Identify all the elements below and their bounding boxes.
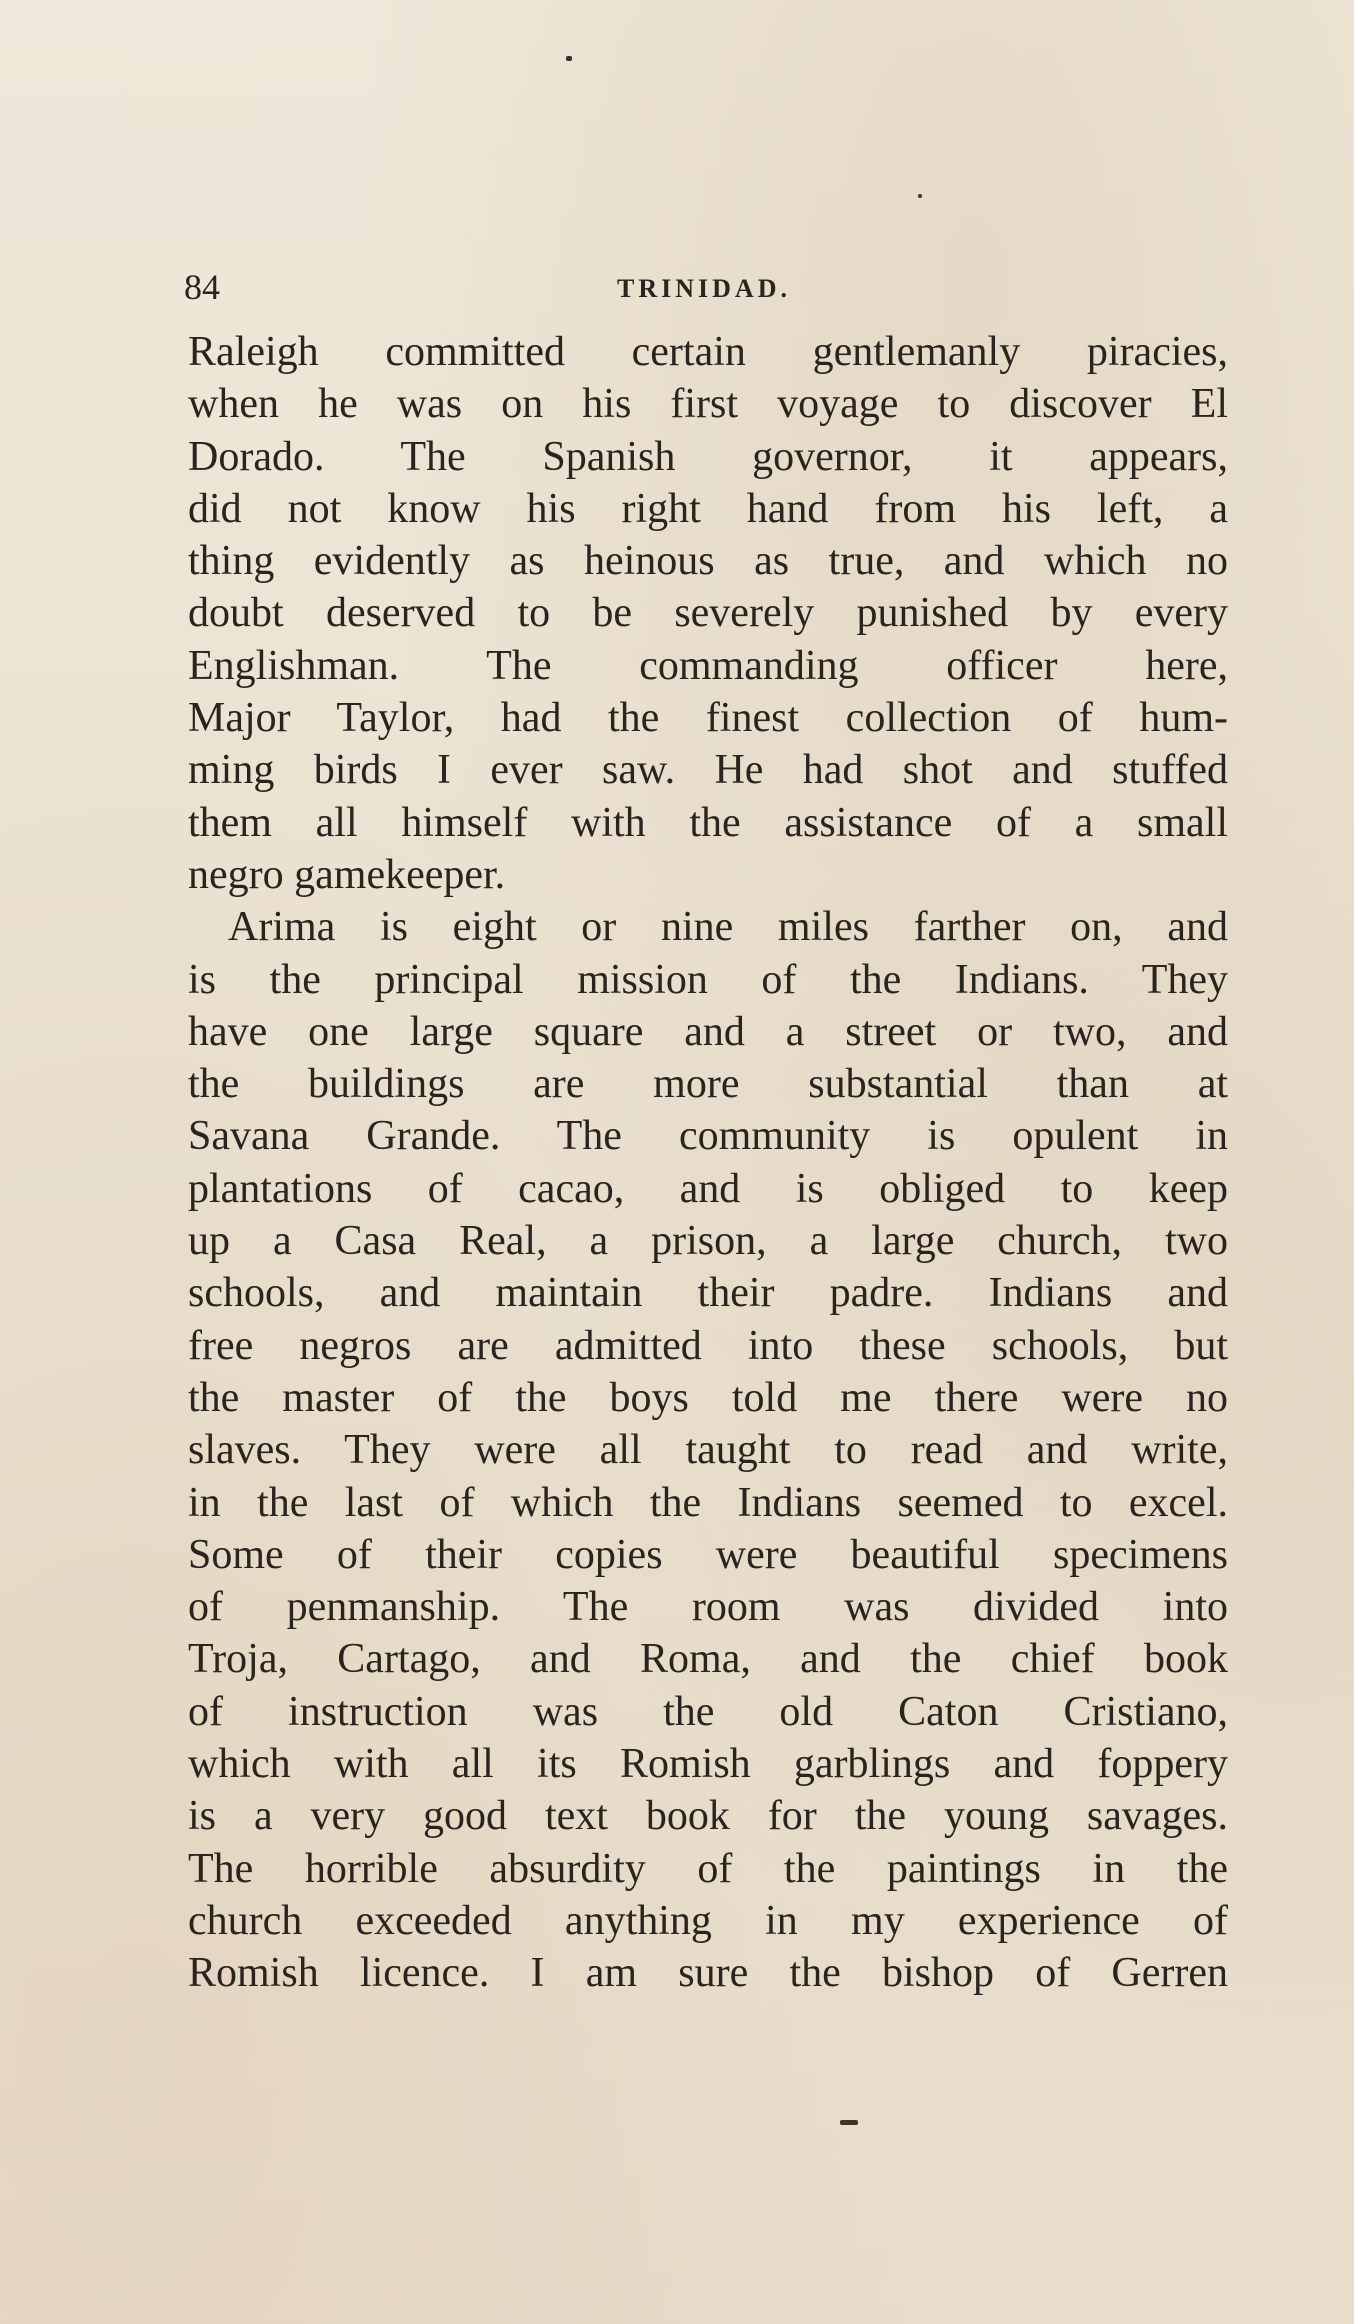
body-text (188, 326, 1228, 2000)
text-line: the buildings are more substantial than at (188, 1061, 1228, 1108)
text-line: Major Taylor, had the finest collection of hum- (188, 695, 1228, 742)
text-line: of instruction was the old Caton Cristiano, (188, 1688, 1228, 1735)
text-line: is a very good text book for the young savages. (188, 1793, 1228, 1840)
page-header (184, 262, 1224, 322)
text-line: them all himself with the assistance of a small (188, 799, 1228, 846)
text-line: which with all its Romish garblings and foppery (188, 1741, 1228, 1788)
text-line: when he was on his first voyage to discover El (188, 381, 1228, 428)
text-line: ming birds I ever saw. He had shot and stuffed (188, 747, 1228, 794)
text-line: doubt deserved to be severely punished by every (188, 590, 1228, 637)
text-line: of penmanship. The room was divided into (188, 1584, 1228, 1631)
text-line: free negros are admitted into these schools, but (188, 1322, 1228, 1369)
ink-speck (840, 2120, 858, 2125)
text-line: in the last of which the Indians seemed to excel. (188, 1479, 1228, 1526)
text-line: Arima is eight or nine miles farther on, and (228, 904, 1228, 951)
text-line: Romish licence. I am sure the bishop of Gerren (188, 1950, 1228, 1997)
text-line: the master of the boys told me there were no (188, 1374, 1228, 1421)
text-line: schools, and maintain their padre. Indians and (188, 1270, 1228, 1317)
page-number: 84 (184, 267, 220, 307)
running-head: TRINIDAD. (617, 274, 791, 303)
text-line: Troja, Cartago, and Roma, and the chief book (188, 1636, 1228, 1683)
text-line: negro gamekeeper. (188, 851, 506, 898)
text-line: Some of their copies were beautiful specimens (188, 1531, 1228, 1578)
text-line: is the principal mission of the Indians. They (188, 956, 1228, 1003)
ink-speck (918, 194, 922, 198)
text-line: up a Casa Real, a prison, a large church, two (188, 1218, 1228, 1265)
text-line: did not know his right hand from his left, a (188, 485, 1228, 532)
text-line: The horrible absurdity of the paintings in the (188, 1845, 1228, 1892)
text-line: Raleigh committed certain gentlemanly piracies, (188, 329, 1228, 375)
text-line: thing evidently as heinous as true, and which no (188, 538, 1228, 585)
text-line: plantations of cacao, and is obliged to keep (188, 1165, 1228, 1212)
text-line: church exceeded anything in my experience of (188, 1897, 1228, 1944)
ink-speck (566, 56, 572, 61)
text-line: Dorado. The Spanish governor, it appears, (188, 433, 1228, 480)
text-line: have one large square and a street or two, and (188, 1008, 1228, 1055)
text-line: slaves. They were all taught to read and write, (188, 1427, 1228, 1474)
text-line: Savana Grande. The community is opulent in (188, 1113, 1228, 1160)
text-line: Englishman. The commanding officer here, (188, 642, 1228, 689)
